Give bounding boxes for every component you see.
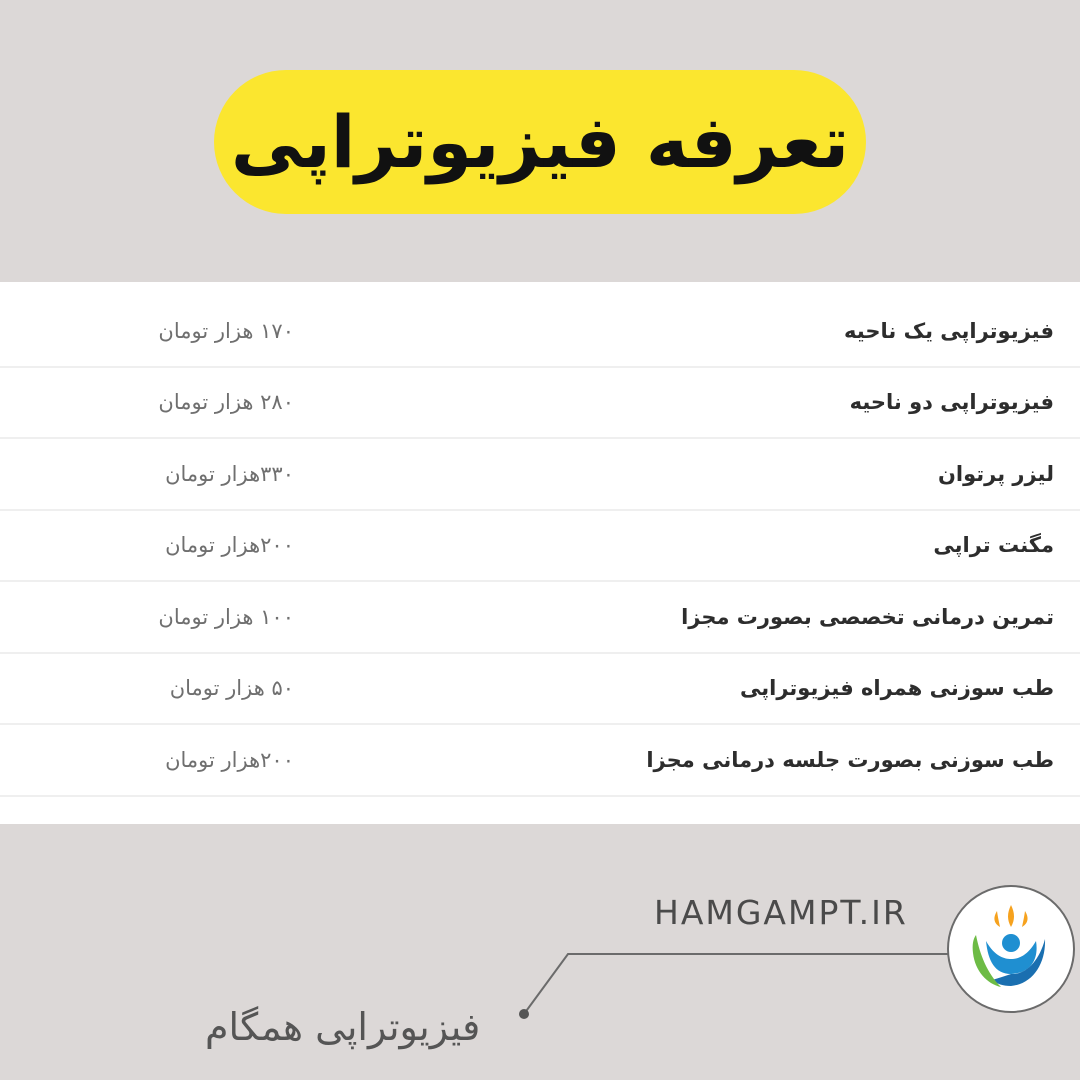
hamgam-logo-icon — [947, 885, 1075, 1013]
price-table — [0, 282, 1080, 824]
service-name: تمرین درمانی تخصصی بصورت مجزا — [681, 604, 1054, 629]
title-banner — [214, 70, 866, 214]
service-name: فیزیوتراپی یک ناحیه — [844, 318, 1054, 343]
service-name: طب سوزنی بصورت جلسه درمانی مجزا — [646, 747, 1054, 772]
service-price: ۲۰۰هزار تومان — [165, 533, 294, 558]
brand-name: فیزیوتراپی همگام — [205, 1005, 481, 1049]
page-title: تعرفه فیزیوتراپی — [230, 100, 850, 184]
service-price: ۳۳۰هزار تومان — [165, 461, 294, 486]
table-row — [0, 654, 1080, 726]
table-row — [0, 582, 1080, 654]
service-price: ۱۰۰ هزار تومان — [158, 604, 294, 629]
table-row — [0, 511, 1080, 583]
table-row — [0, 368, 1080, 440]
table-row — [0, 296, 1080, 368]
service-name: فیزیوتراپی دو ناحیه — [849, 390, 1054, 415]
service-price: ۲۸۰ هزار تومان — [158, 390, 294, 415]
service-price: ۲۰۰هزار تومان — [165, 747, 294, 772]
service-name: لیزر پرتوان — [937, 461, 1054, 486]
site-url[interactable]: HAMGAMPT.IR — [654, 893, 908, 932]
table-row — [0, 725, 1080, 797]
table-row — [0, 439, 1080, 511]
service-price: ۵۰ هزار تومان — [169, 676, 294, 701]
service-price: ۱۷۰ هزار تومان — [158, 318, 294, 343]
service-name: مگنت تراپی — [933, 533, 1054, 558]
service-name: طب سوزنی همراه فیزیوتراپی — [740, 676, 1054, 701]
